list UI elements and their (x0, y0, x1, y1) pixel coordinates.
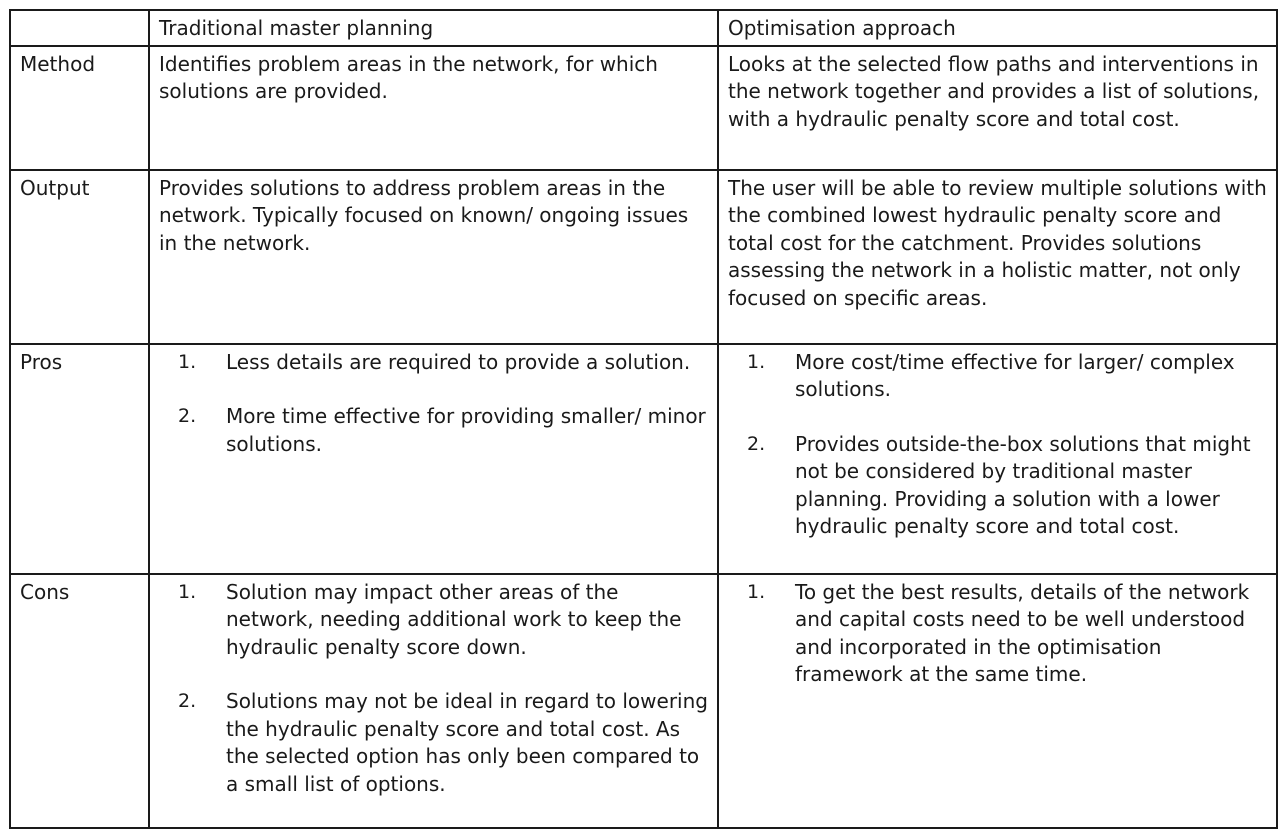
output-optimisation: The user will be able to review multiple solutions with the combined lowest hydraulic penalty score and total cost for the catchment. Provides solutions assessing the network in a holistic matter, not only focused on specific areas. (718, 170, 1277, 344)
list-item (159, 579, 708, 662)
list-item (728, 349, 1267, 404)
pros-row (10, 344, 1277, 574)
pros-label: Pros (10, 344, 149, 574)
item-number: 1. (178, 350, 197, 373)
item-number: 1. (747, 580, 766, 603)
item-text: Provides outside-the-box solutions that might not be considered by traditional master planning. Providing a solution with a lower hydraulic penalty score and total cost. (795, 431, 1251, 538)
list-item (159, 688, 708, 798)
pros-optimisation (718, 344, 1277, 574)
list-item (159, 403, 708, 458)
method-label: Method (10, 46, 149, 170)
header-optimisation: Optimisation approach (718, 10, 1277, 46)
item-text: Less details are required to provide a solution. (226, 349, 691, 374)
item-number: 2. (747, 432, 766, 455)
item-text: More time effective for providing smaller/ minor solutions. (226, 404, 706, 456)
cons-traditional (149, 574, 718, 828)
cons-label: Cons (10, 574, 149, 828)
header-corner-cell (10, 10, 149, 46)
method-optimisation: Looks at the selected flow paths and interventions in the network together and provides a list of solutions, with a hydraulic penalty score and total cost. (718, 46, 1277, 170)
item-text: Solution may impact other areas of the network, needing additional work to keep the hydraulic penalty score down. (226, 579, 682, 659)
method-row (10, 46, 1277, 170)
list-item (728, 431, 1267, 541)
item-number: 2. (178, 690, 197, 712)
item-text: Solutions may not be ideal in regard to lowering the hydraulic penalty score and total cost. As the selected option has only been compared to a small list of options. (226, 689, 708, 796)
list-item (728, 579, 1267, 689)
pros-traditional-list (159, 349, 708, 459)
cons-optimisation (718, 574, 1277, 828)
pros-optimisation-list (728, 349, 1267, 541)
cons-row (10, 574, 1277, 828)
item-text: More cost/time effective for larger/ complex solutions. (795, 349, 1235, 401)
item-number: 1. (747, 350, 766, 373)
output-traditional: Provides solutions to address problem areas in the network. Typically focused on known/ ongoing issues in the network. (149, 170, 718, 344)
comparison-table (9, 9, 1278, 829)
cons-traditional-list (159, 579, 708, 799)
item-text: To get the best results, details of the network and capital costs need to be well understood and incorporated in the optimisation framework at the same time. (795, 579, 1250, 686)
item-number: 1. (178, 580, 197, 603)
header-traditional: Traditional master planning (149, 10, 718, 46)
output-row (10, 170, 1277, 344)
item-number: 2. (178, 405, 197, 427)
pros-traditional (149, 344, 718, 574)
method-traditional: Identifies problem areas in the network, for which solutions are provided. (149, 46, 718, 170)
output-label: Output (10, 170, 149, 344)
cons-optimisation-list (728, 579, 1267, 689)
list-item (159, 349, 708, 377)
header-row (10, 10, 1277, 46)
